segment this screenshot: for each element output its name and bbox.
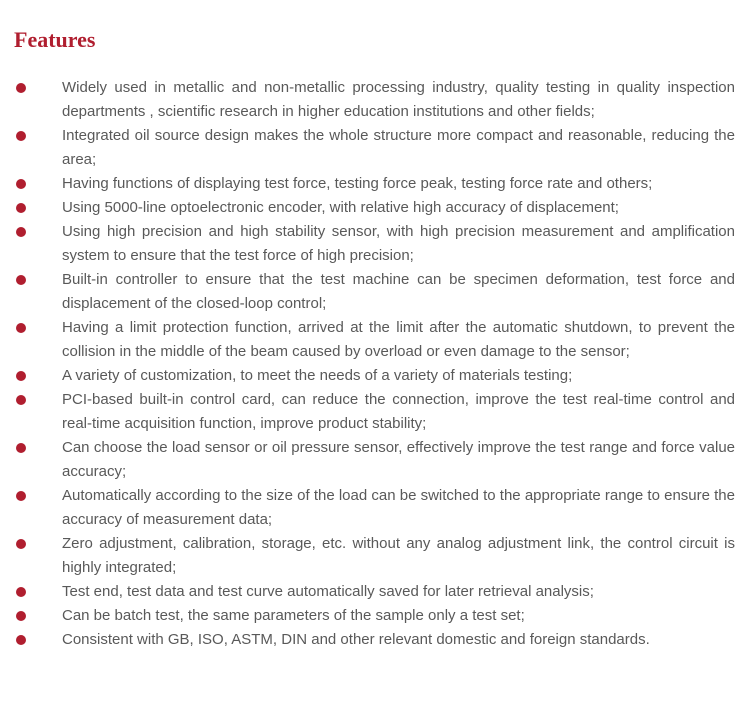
feature-text: Can be batch test, the same parameters of the sample only a test set; bbox=[62, 607, 525, 624]
bullet-icon bbox=[16, 611, 26, 621]
feature-text: A variety of customization, to meet the needs of a variety of materials testing; bbox=[62, 367, 573, 384]
feature-text: Can choose the load sensor or oil pressure sensor, effectively improve the test range and force value accuracy; bbox=[62, 439, 735, 480]
feature-text: Zero adjustment, calibration, storage, etc. without any analog adjustment link, the control circuit is highly integrated; bbox=[62, 535, 735, 576]
list-item bbox=[0, 580, 735, 604]
list-item bbox=[0, 196, 735, 220]
feature-text: Integrated oil source design makes the whole structure more compact and reasonable, reducing the area; bbox=[62, 127, 735, 168]
feature-text: Using 5000-line optoelectronic encoder, with relative high accuracy of displacement; bbox=[62, 199, 619, 216]
list-item bbox=[0, 604, 735, 628]
list-item bbox=[0, 628, 735, 652]
feature-text: Widely used in metallic and non-metallic processing industry, quality testing in quality inspection departments , scientific research in higher education institutions and other fields; bbox=[62, 79, 735, 120]
list-item bbox=[0, 172, 735, 196]
bullet-icon bbox=[16, 227, 26, 237]
feature-text: Having a limit protection function, arrived at the limit after the automatic shutdown, to prevent the collision in the middle of the beam caused by overload or even damage to the sensor; bbox=[62, 319, 735, 360]
bullet-icon bbox=[16, 395, 26, 405]
bullet-icon bbox=[16, 587, 26, 597]
list-item bbox=[0, 484, 735, 532]
bullet-icon bbox=[16, 539, 26, 549]
bullet-icon bbox=[16, 443, 26, 453]
bullet-icon bbox=[16, 131, 26, 141]
page-title: Features bbox=[14, 27, 96, 52]
feature-text: PCI-based built-in control card, can reduce the connection, improve the test real-time control and real-time acquisition function, improve product stability; bbox=[62, 391, 735, 432]
features-list bbox=[0, 76, 750, 652]
list-item bbox=[0, 316, 735, 364]
bullet-icon bbox=[16, 203, 26, 213]
list-item bbox=[0, 220, 735, 268]
list-item bbox=[0, 268, 735, 316]
feature-text: Built-in controller to ensure that the test machine can be specimen deformation, test force and displacement of the closed-loop control; bbox=[62, 271, 735, 312]
feature-text: Using high precision and high stability sensor, with high precision measurement and amplification system to ensure that the test force of high precision; bbox=[62, 223, 735, 264]
bullet-icon bbox=[16, 275, 26, 285]
list-item bbox=[0, 436, 735, 484]
list-item bbox=[0, 364, 735, 388]
feature-text: Having functions of displaying test force, testing force peak, testing force rate and others; bbox=[62, 175, 653, 192]
list-item bbox=[0, 532, 735, 580]
feature-text: Automatically according to the size of the load can be switched to the appropriate range to ensure the accuracy of measurement data; bbox=[62, 487, 735, 528]
bullet-icon bbox=[16, 323, 26, 333]
bullet-icon bbox=[16, 83, 26, 93]
feature-text: Consistent with GB, ISO, ASTM, DIN and other relevant domestic and foreign standards. bbox=[62, 631, 650, 648]
bullet-icon bbox=[16, 491, 26, 501]
bullet-icon bbox=[16, 179, 26, 189]
feature-text: Test end, test data and test curve automatically saved for later retrieval analysis; bbox=[62, 583, 594, 600]
bullet-icon bbox=[16, 371, 26, 381]
list-item bbox=[0, 124, 735, 172]
list-item bbox=[0, 76, 735, 124]
list-item bbox=[0, 388, 735, 436]
bullet-icon bbox=[16, 635, 26, 645]
